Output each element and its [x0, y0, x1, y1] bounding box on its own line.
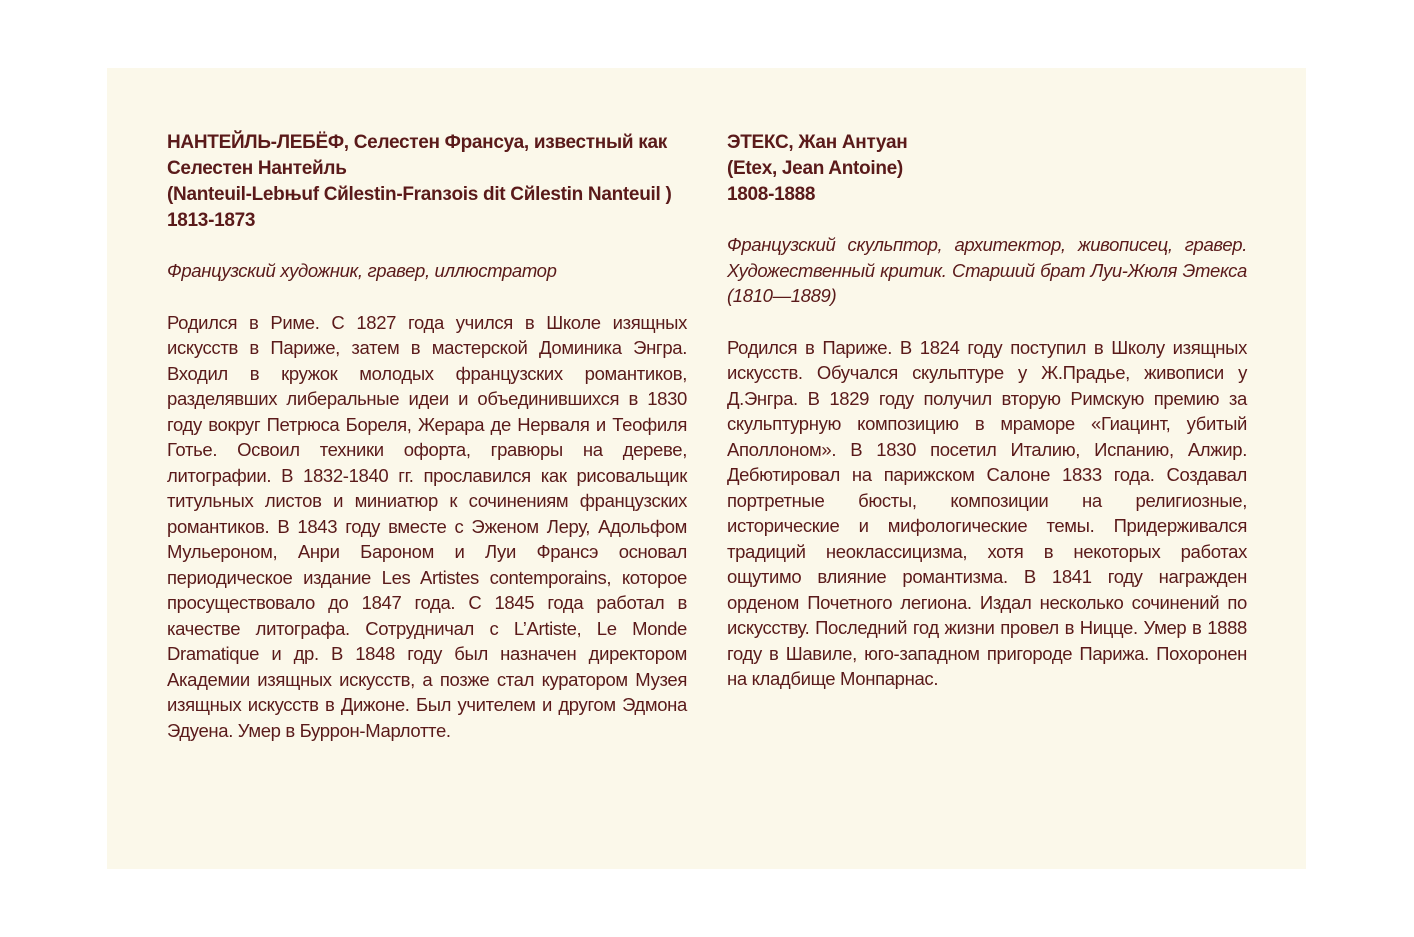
artist-role: Французский художник, гравер, иллюстратор [167, 260, 557, 281]
artist-entry-nanteuil [167, 130, 687, 743]
artist-biography: Родился в Риме. С 1827 года учился в Школе изящных искусств в Париже, затем в мастерской Доминика Энгра. Входил в кружок молодых французских романтиков, разделявших либеральные идеи и объединившихся в 1830 году вокруг Петрюса Бореля, Жерара де Нерваля и Теофиля Готье. Освоил техники офорта, гравюры на дереве, литографии. В 1832-1840 гг. прославился как рисовальщик титульных листов и миниатюр к сочинениям французских романтиков. В 1843 году вместе с Эженом Леру, Адольфом Мульероном, Анри Бароном и Луи Франсэ основал периодическое издание Les Artistes contemporains, которое просуществовало до 1847 года. С 1845 года работал в качестве литографа. Сотрудничал с L’Artiste, Le Monde Dramatique и др. В 1848 году был назначен директором Академии изящных искусств, а позже стал куратором Музея изящных искусств в Дижоне. Был учителем и другом Эдмона Эдуена. Умер в Буррон-Марлотте. [167, 311, 687, 741]
artist-years: 1813-1873 [167, 210, 256, 231]
artist-original-name: (Etex, Jean Antoine) [727, 158, 903, 179]
page-sheet [107, 68, 1306, 869]
artist-name: НАНТЕЙЛЬ-ЛЕБЁФ, Селестен Франсуа, известный как [167, 132, 667, 153]
artist-heading [727, 130, 1247, 208]
artist-biography: Родился в Париже. В 1824 году поступил в Школу изящных искусств. Обучался скульптуре у Ж.Прадье, живописи у Д.Энгра. В 1829 году получил вторую Римскую премию за скульптурную композицию в мраморе «Гиацинт, убитый Аполлоном». В 1830 посетил Италию, Испанию, Алжир. Дебютировал на парижском Салоне 1833 года. Создавал портретные бюсты, композиции на религиозные, исторические и мифологические темы. Придерживался традиций неоклассицизма, хотя в некоторых работах ощутимо влияние романтизма. В 1841 году награжден орденом Почетного легиона. Издал несколько сочинений по искусству. Последний год жизни провел в Ницце. Умер в 1888 году в Шавиле, юго-западном пригороде Парижа. Похоронен на кладбище Монпарнас. [727, 336, 1247, 689]
artist-alias: Селестен Нантейль [167, 158, 347, 179]
artist-name: ЭТЕКС, Жан Антуан [727, 132, 908, 153]
artist-entry-etex [727, 130, 1247, 692]
artist-years: 1808-1888 [727, 184, 816, 205]
artist-role: Французский скульптор, архитектор, живописец, гравер. Художественный критик. Старший брат Луи-Жюля Этекса (1810—1889) [727, 234, 1247, 306]
artist-heading [167, 130, 687, 234]
artist-original-name: (Nanteuil-Lebњuf Cйlestin-Franзois dit Cйlestin Nanteuil ) [167, 184, 672, 205]
